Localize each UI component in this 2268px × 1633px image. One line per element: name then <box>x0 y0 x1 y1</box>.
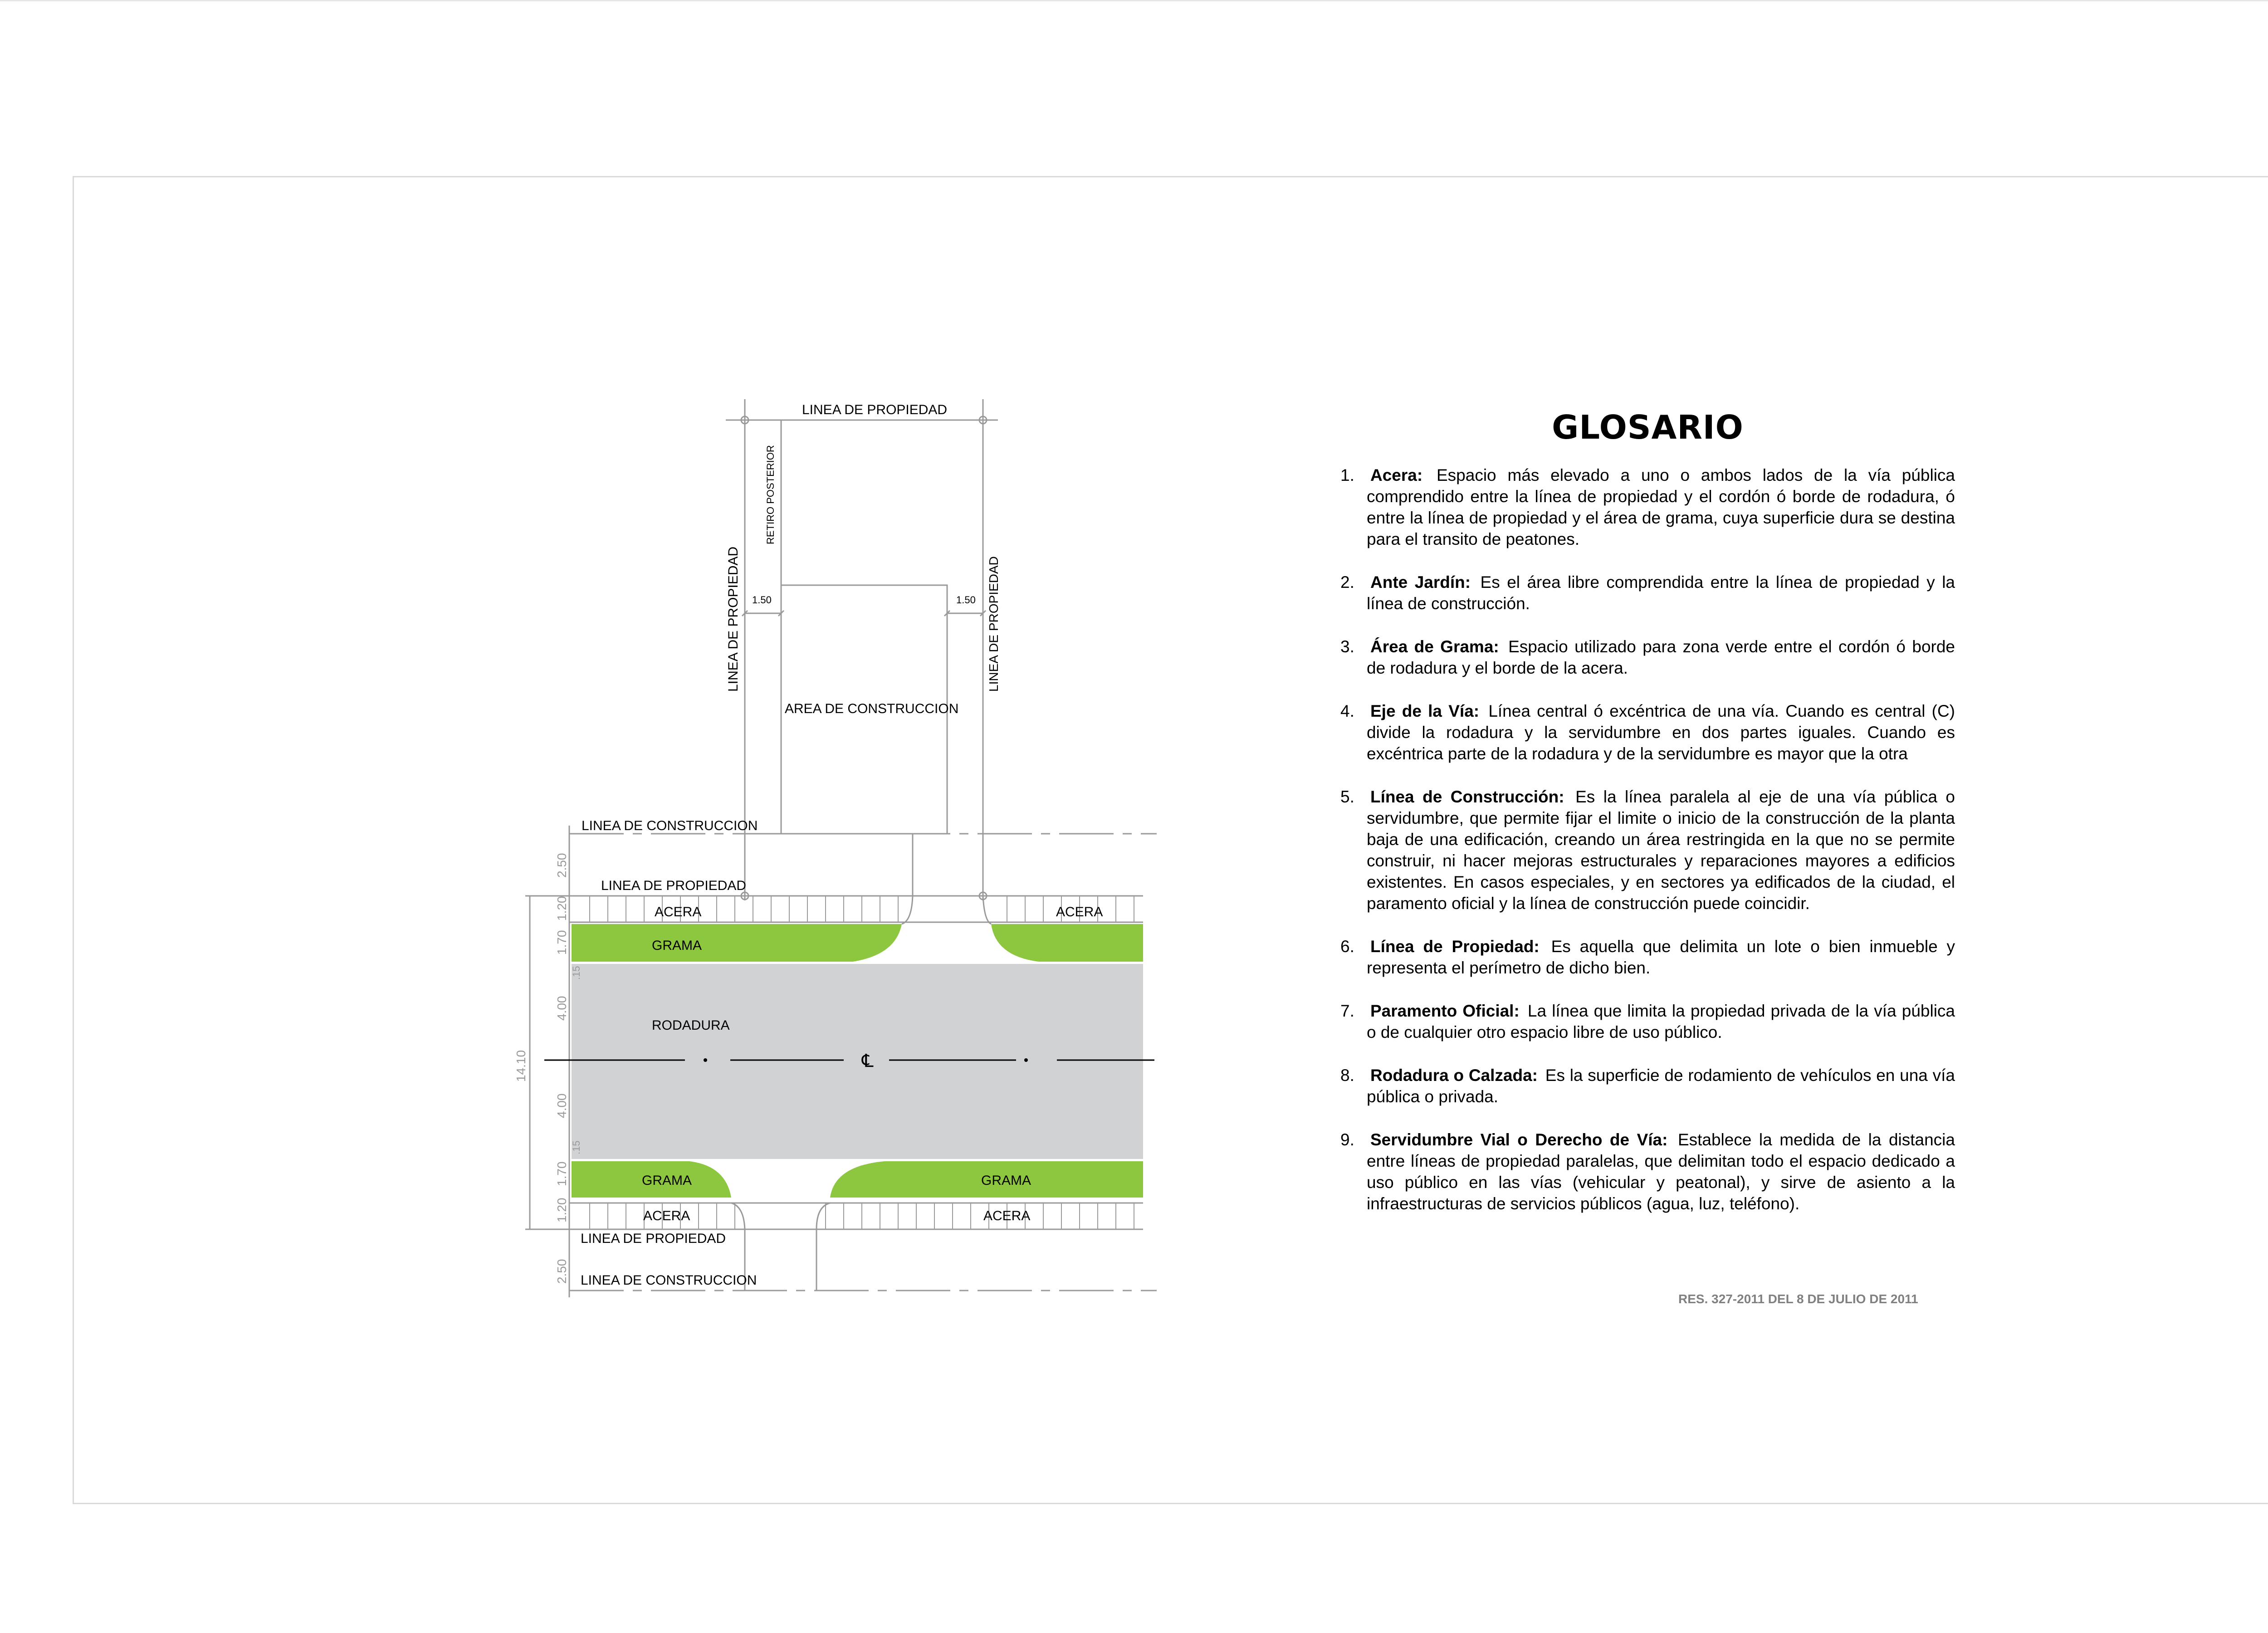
label-linea-propiedad-top: LINEA DE PROPIEDAD <box>802 402 948 417</box>
label-linea-construccion-top: LINEA DE CONSTRUCCION <box>582 818 758 833</box>
glossary-item <box>1340 786 1955 914</box>
item-number: 3. <box>1340 637 1354 656</box>
item-number: 9. <box>1340 1130 1354 1149</box>
item-number: 1. <box>1340 466 1354 484</box>
dim-lane-top: 4.00 <box>555 996 569 1021</box>
rodadura <box>572 964 1143 1159</box>
item-number: 7. <box>1340 1002 1354 1020</box>
label-area-construccion: AREA DE CONSTRUCCION <box>785 701 959 716</box>
item-term: Área de Grama: <box>1370 637 1499 656</box>
label-linea-propiedad-upper-street: LINEA DE PROPIEDAD <box>601 878 747 893</box>
centerline-dot <box>1024 1058 1028 1062</box>
label-grama-lower-right: GRAMA <box>981 1173 1031 1188</box>
dim-grama-bottom: 1.70 <box>555 1161 569 1186</box>
glossary-item <box>1340 464 1955 550</box>
item-text: Espacio más elevado a uno o ambos lados de la vía pública comprendido entre la línea de propiedad y el cordón ó borde de rodadura, ó entre la línea de propiedad y el área de grama, cuya superficie dura se destina para el transito de peatones. <box>1367 466 1955 548</box>
dim-curb-top: .15 <box>571 966 582 980</box>
grama-upper-left <box>572 924 902 962</box>
label-acera-upper-right: ACERA <box>1056 905 1103 919</box>
glossary-item <box>1340 1129 1955 1214</box>
glossary-panel <box>1340 408 1955 1236</box>
label-grama-lower-left: GRAMA <box>642 1173 692 1188</box>
item-term: Eje de la Vía: <box>1370 702 1480 720</box>
item-term: Rodadura o Calzada: <box>1370 1066 1538 1085</box>
item-number: 2. <box>1340 573 1354 592</box>
glossary-item <box>1340 936 1955 978</box>
item-number: 6. <box>1340 937 1354 956</box>
grama-upper-right <box>991 924 1143 962</box>
item-text: La línea que limita la propiedad privada de la vía pública o de cualquier otro espacio libre de uso público. <box>1367 1002 1955 1041</box>
glossary-item <box>1340 636 1955 679</box>
centerline-symbol: ℄ <box>862 1051 874 1071</box>
glossary-item <box>1340 700 1955 764</box>
item-term: Acera: <box>1370 466 1423 484</box>
glossary-list <box>1340 464 1955 1214</box>
dim-acera-top: 1.20 <box>555 896 569 921</box>
curb-curve <box>816 1203 830 1229</box>
centerline-dot <box>704 1058 707 1062</box>
item-number: 5. <box>1340 787 1354 806</box>
label-linea-construccion-bottom: LINEA DE CONSTRUCCION <box>581 1273 757 1288</box>
label-linea-propiedad-lower-street: LINEA DE PROPIEDAD <box>581 1231 726 1246</box>
item-text: Espacio utilizado para zona verde entre el cordón ó borde de rodadura y el borde de la acera. <box>1367 637 1955 677</box>
item-term: Servidumbre Vial o Derecho de Vía: <box>1370 1130 1668 1149</box>
item-term: Línea de Construcción: <box>1370 787 1564 806</box>
label-acera-lower-right: ACERA <box>983 1208 1031 1223</box>
label-acera-lower-left: ACERA <box>643 1208 690 1223</box>
item-term: Línea de Propiedad: <box>1370 937 1540 956</box>
item-text: Es el área libre comprendida entre la línea de propiedad y la línea de construcción. <box>1367 573 1955 613</box>
label-acera-upper-left: ACERA <box>655 905 702 919</box>
item-term: Paramento Oficial: <box>1370 1002 1520 1020</box>
dim-curb-bottom: .15 <box>571 1140 582 1154</box>
label-setback-right: 1.50 <box>956 594 976 606</box>
label-retiro-posterior: RETIRO POSTERIOR <box>765 445 776 544</box>
item-text: Es la superficie de rodamiento de vehículos en una vía pública o privada. <box>1367 1066 1955 1106</box>
dim-total: 14.10 <box>514 1050 528 1082</box>
label-rodadura: RODADURA <box>652 1018 730 1033</box>
resolution-reference: RES. 327-2011 DEL 8 DE JULIO DE 2011 <box>1678 1292 1918 1306</box>
dim-setback-top: 2.50 <box>555 853 569 878</box>
item-number: 4. <box>1340 702 1354 720</box>
curb-curve <box>902 896 913 924</box>
item-text: Es la línea paralela al eje de una vía pública o servidumbre, que permite fijar el limite o inicio de la construcción de la planta baja de una edificación, creando un área restringida en la que no se permite construir, ni hacer mejoras estructurales y reparaciones mayores a edificios existentes. En casos especiales, y en sectores ya edificados de la ciudad, el paramento oficial y la línea de construcción puede coincidir. <box>1367 787 1955 913</box>
dim-lane-bottom: 4.00 <box>555 1093 569 1118</box>
item-text: Establece la medida de la distancia entre líneas de propiedad paralelas, que delimitan todo el espacio dedicado a uso público en las vías (vehicular y peatonal), y sirve de asiento a la infraestructuras de servicios públicos (agua, luz, teléfono). <box>1367 1130 1955 1213</box>
item-number: 8. <box>1340 1066 1354 1085</box>
curb-curve <box>983 896 991 924</box>
glossary-item <box>1340 572 1955 614</box>
glossary-item <box>1340 1000 1955 1043</box>
dim-grama-top: 1.70 <box>555 930 569 955</box>
glossary-title: GLOSARIO <box>1552 408 1744 446</box>
label-linea-propiedad-right: LINEA DE PROPIEDAD <box>987 556 1001 692</box>
glossary-item <box>1340 1065 1955 1107</box>
item-text: Línea central ó excéntrica de una vía. Cuando es central (C) divide la rodadura y la servidumbre en dos partes iguales. Cuando es excéntrica parte de la rodadura y de la servidumbre es mayor que la otra <box>1367 702 1955 763</box>
label-setback-left: 1.50 <box>752 594 772 606</box>
label-linea-propiedad-left: LINEA DE PROPIEDAD <box>726 546 741 692</box>
curb-curve <box>731 1203 745 1229</box>
dim-setback-bottom: 2.50 <box>555 1259 569 1284</box>
label-grama-upper: GRAMA <box>652 938 702 953</box>
item-text: Es aquella que delimita un lote o bien inmueble y representa el perímetro de dicho bien. <box>1367 937 1955 977</box>
item-term: Ante Jardín: <box>1370 573 1471 592</box>
dim-acera-bottom: 1.20 <box>555 1198 569 1222</box>
